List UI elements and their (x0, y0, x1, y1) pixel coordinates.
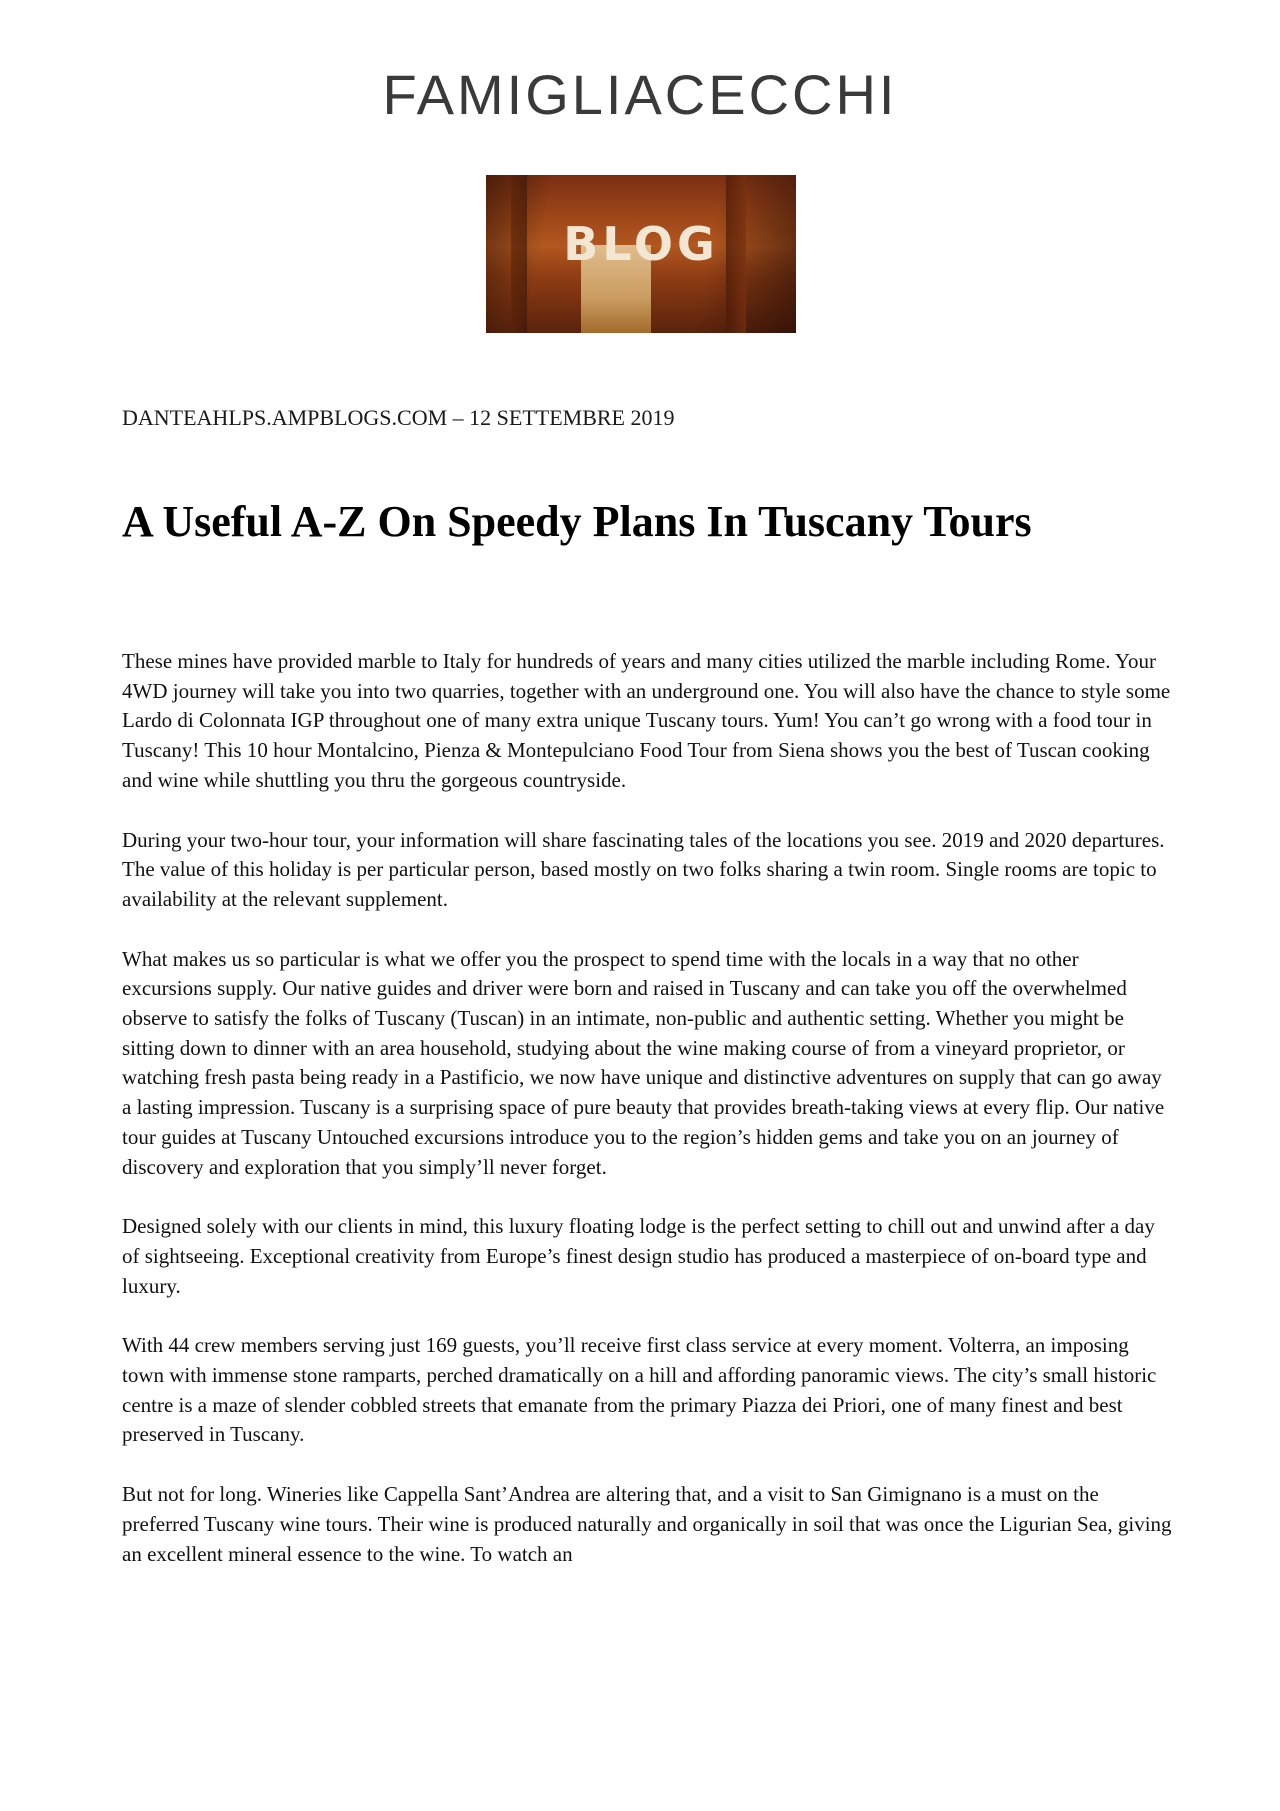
banner-label: BLOG (563, 217, 719, 271)
post-paragraph: During your two-hour tour, your information will share fascinating tales of the locations you see. 2019 and 2020 departures. The value of this holiday is per particular person, based mostly on two folks sharing a twin room. Single rooms are topic to availability at the relevant supplement. (122, 827, 1165, 911)
post-paragraph: Designed solely with our clients in mind, this luxury floating lodge is the perfect setting to chill out and unwind after a day of sightseeing. Exceptional creativity from Europe’s finest design studio has produced a masterpiece of on-board type and luxury. (122, 1214, 1155, 1298)
post-content (122, 647, 1172, 1599)
post-meta: DANTEAHLPS.AMPBLOGS.COM – 12 SETTEMBRE 2019 (122, 405, 675, 430)
post-paragraph: But not for long. Wineries like Cappella Sant’Andrea are altering that, and a visit to San Gimignano is a must on the preferred Tuscany wine tours. Their wine is produced naturally and organically in soil that was once the Ligurian Sea, giving an excellent mineral essence to the wine. To watch an (122, 1482, 1172, 1566)
post-paragraph: With 44 crew members serving just 169 guests, you’ll receive first class service at every moment. Volterra, an imposing town with immense stone ramparts, perched dramatically on a hill and affording panoramic views. The city’s small historic centre is a maze of slender cobbled streets that emanate from the primary Piazza dei Priori, one of many finest and best preserved in Tuscany. (122, 1333, 1157, 1447)
brand-logo[interactable]: FAMIGLIACECCHI (382, 63, 898, 126)
post-paragraph: What makes us so particular is what we offer you the prospect to spend time with the locals in a way that no other excursions supply. Our native guides and driver were born and raised in Tuscany and can take you off the overwhelmed observe to satisfy the folks of Tuscany (Tuscan) in an intimate, non-public and authentic setting. Whether you might be sitting down to dinner with an area household, studying about the wine making course of from a vineyard proprietor, or watching fresh pasta being ready in a Pastificio, we now have unique and distinctive adventures on supply that can go away a lasting impression. Tuscany is a surprising space of pure beauty that provides breath-taking views at every flip. Our native tour guides at Tuscany Untouched excursions introduce you to the region’s hidden gems and take you on an journey of discovery and exploration that you simply’ll never forget. (122, 946, 1165, 1179)
post-paragraph: These mines have provided marble to Italy for hundreds of years and many cities utilized the marble including Rome. Your 4WD journey will take you into two quarries, together with an underground one. You will also have the chance to style some Lardo di Colonnata IGP throughout one of many extra unique Tuscany tours. Yum! You can’t go wrong with a food tour in Tuscany! This 10 hour Montalcino, Pienza & Montepulciano Food Tour from Siena shows you the best of Tuscan cooking and wine while shuttling you thru the gorgeous countryside. (122, 649, 1171, 792)
blog-banner (486, 175, 796, 333)
post-title: A Useful A-Z On Speedy Plans In Tuscany Tours (122, 497, 1032, 546)
